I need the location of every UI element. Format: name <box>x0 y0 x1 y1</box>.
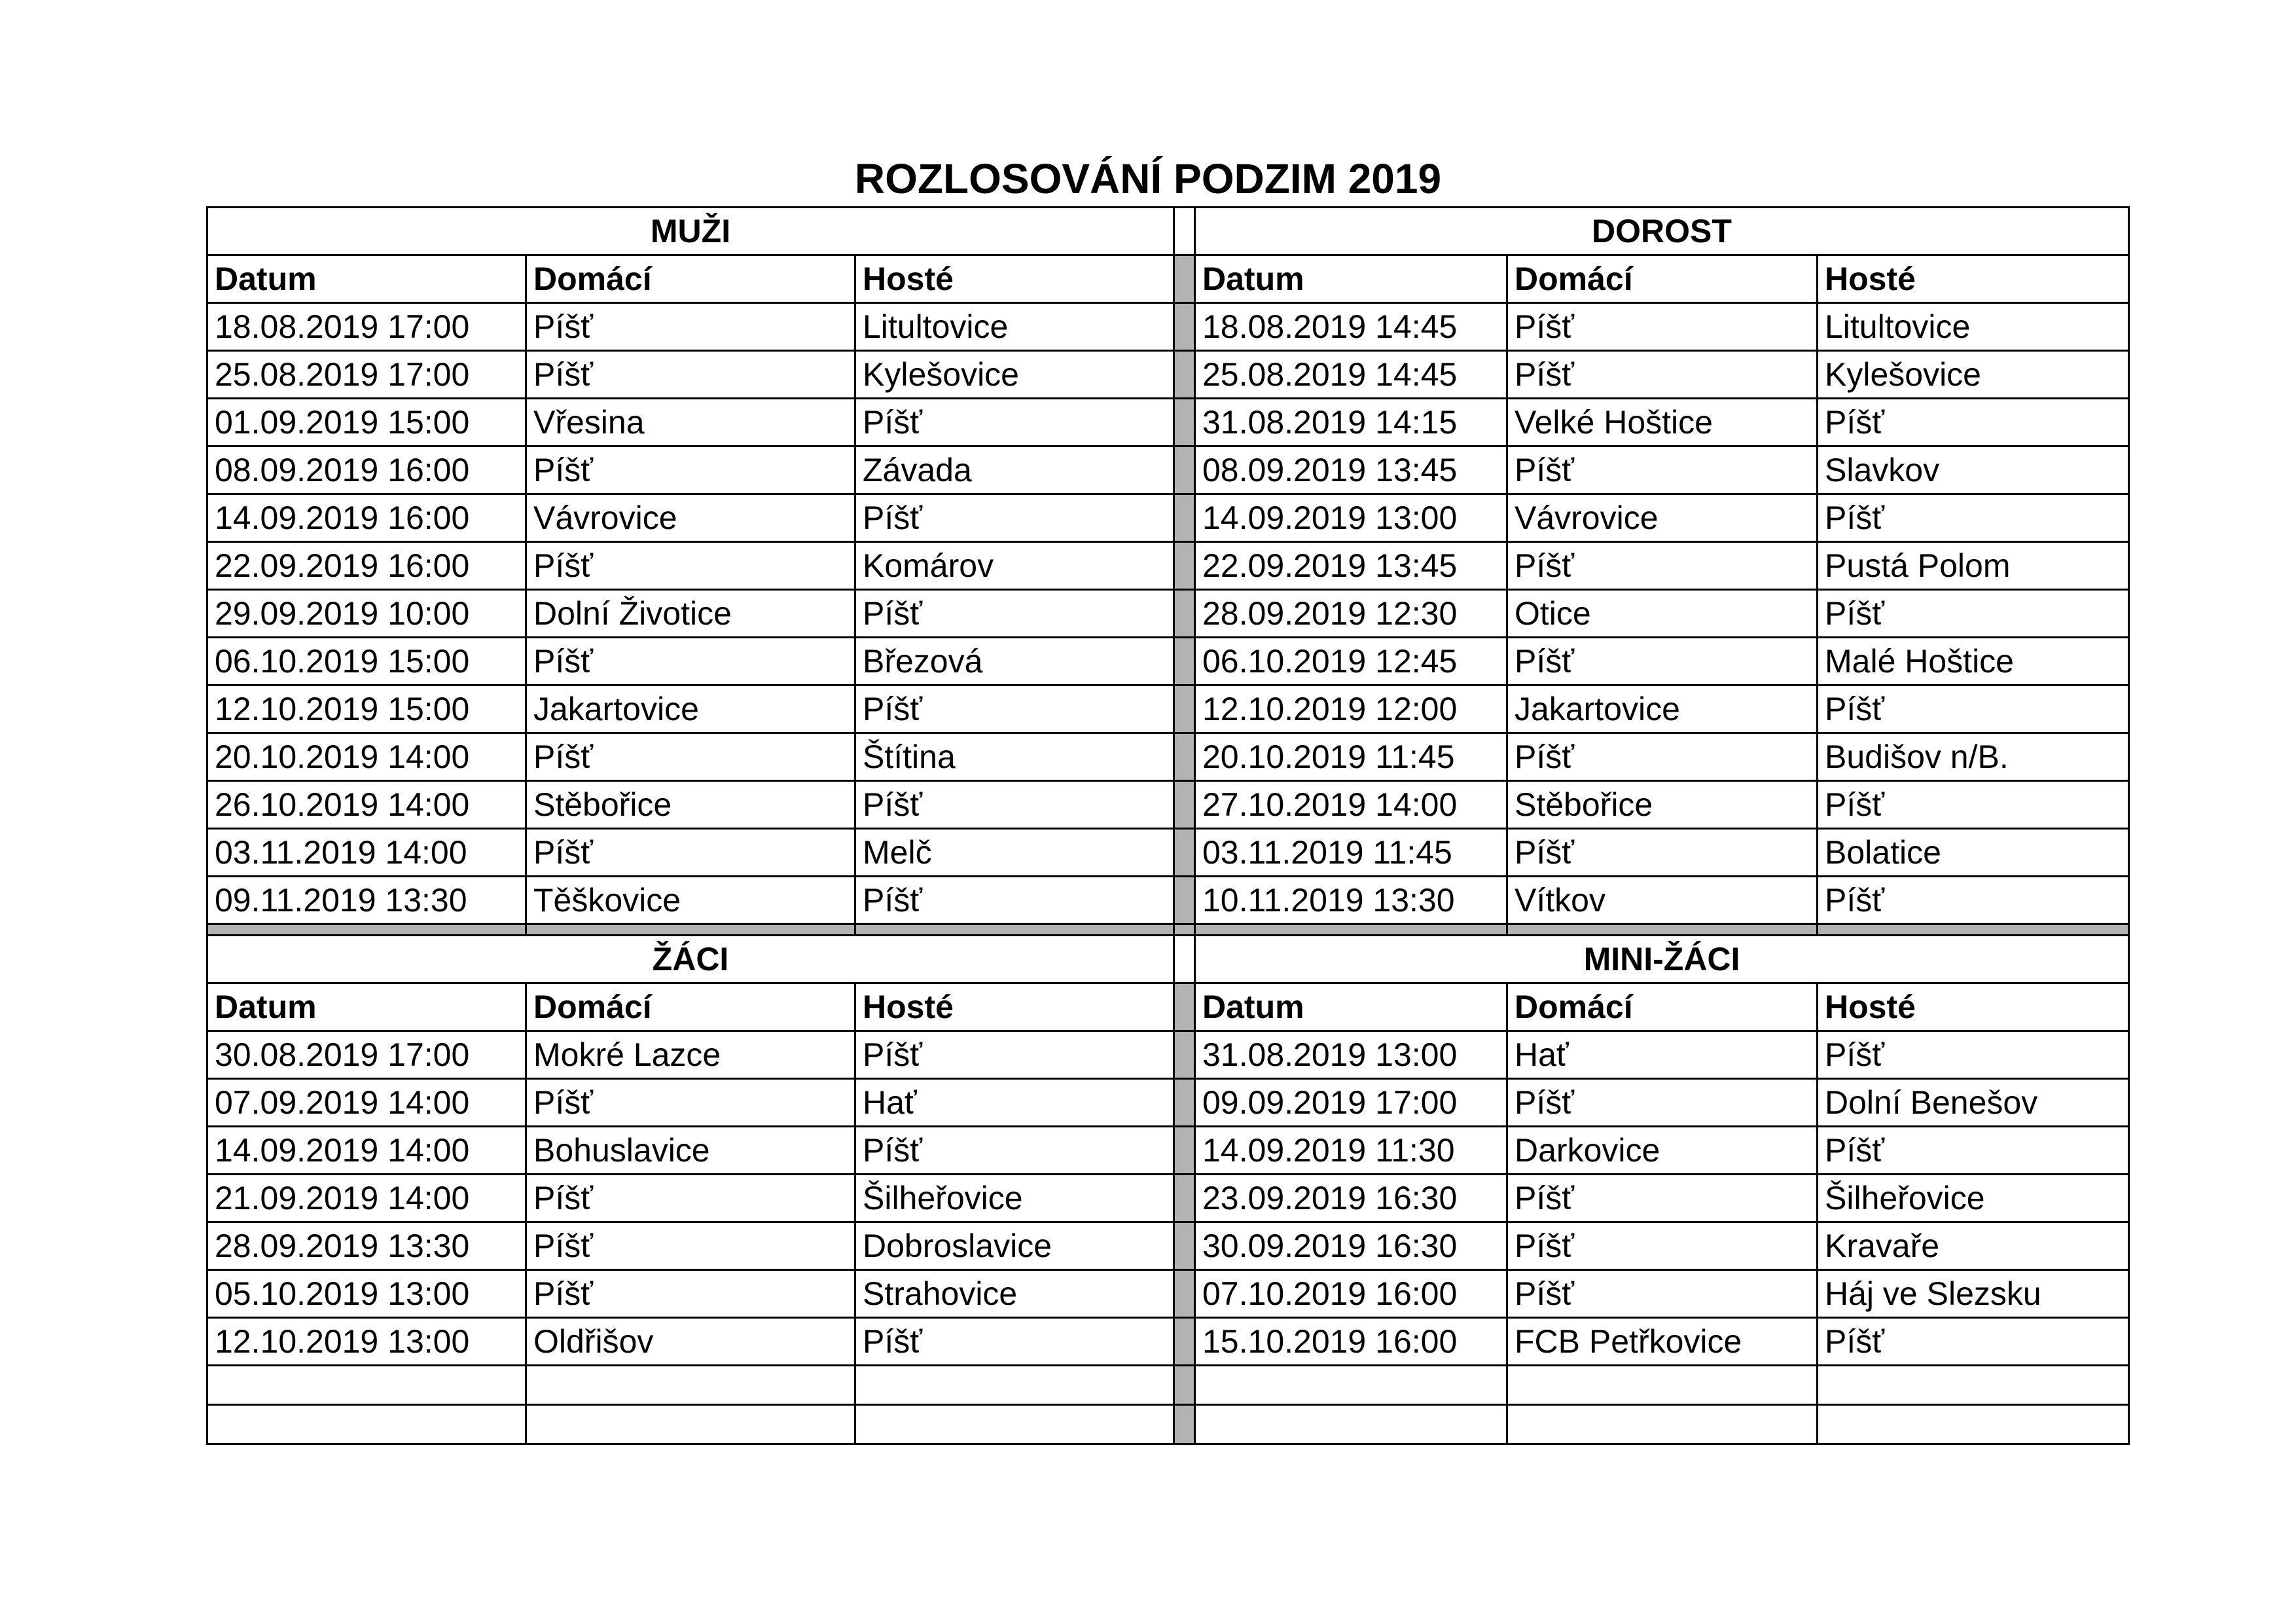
muzi-header-date: Datum <box>207 255 526 303</box>
muzi-away-cell: Píšť <box>855 399 1174 447</box>
minizaci-date-cell: 07.10.2019 16:00 <box>1195 1270 1507 1318</box>
table-row <box>207 638 2129 685</box>
column-divider <box>1174 781 1195 829</box>
dorost-home-cell: Vávrovice <box>1507 494 1818 542</box>
minizaci-date-cell: 14.09.2019 11:30 <box>1195 1127 1507 1175</box>
table-row <box>207 733 2129 781</box>
zaci-date-cell: 21.09.2019 14:00 <box>207 1175 526 1222</box>
minizaci-home-cell: Píšť <box>1507 1222 1818 1270</box>
muzi-away-cell: Závada <box>855 447 1174 494</box>
dorost-away-cell: Píšť <box>1818 590 2129 638</box>
dorost-date-cell: 14.09.2019 13:00 <box>1195 494 1507 542</box>
dorost-away-cell: Pustá Polom <box>1818 542 2129 590</box>
minizaci-home-cell: Píšť <box>1507 1270 1818 1318</box>
muzi-date-cell: 12.10.2019 15:00 <box>207 685 526 733</box>
dorost-home-cell: Píšť <box>1507 829 1818 877</box>
dorost-away-cell: Píšť <box>1818 399 2129 447</box>
column-divider <box>1174 638 1195 685</box>
zaci-home-cell: Píšť <box>526 1175 855 1222</box>
muzi-away-cell: Kylešovice <box>855 351 1174 399</box>
minizaci-date-cell: 09.09.2019 17:00 <box>1195 1079 1507 1127</box>
muzi-header-away: Hosté <box>855 255 1174 303</box>
zaci-home-cell: Píšť <box>526 1079 855 1127</box>
zaci-section-title: ŽÁCI <box>207 936 1174 983</box>
page-title: ROZLOSOVÁNÍ PODZIM 2019 <box>854 155 1442 202</box>
muzi-home-cell: Jakartovice <box>526 685 855 733</box>
zaci-date-cell: 30.08.2019 17:00 <box>207 1031 526 1079</box>
separator-cell <box>1507 924 1818 936</box>
zaci-home-cell: Oldřišov <box>526 1318 855 1366</box>
zaci-header-date: Datum <box>207 983 526 1031</box>
zaci-away-cell: Strahovice <box>855 1270 1174 1318</box>
minizaci-header-away: Hosté <box>1818 983 2129 1031</box>
column-header-row <box>207 255 2129 303</box>
muzi-home-cell: Píšť <box>526 303 855 351</box>
dorost-section-title: DOROST <box>1195 208 2129 255</box>
column-divider <box>1174 983 1195 1031</box>
muzi-date-cell: 09.11.2019 13:30 <box>207 877 526 924</box>
minizaci-away-cell <box>1818 1366 2129 1405</box>
minizaci-away-cell: Háj ve Slezsku <box>1818 1270 2129 1318</box>
table-row <box>207 1175 2129 1222</box>
dorost-away-cell: Slavkov <box>1818 447 2129 494</box>
muzi-home-cell: Píšť <box>526 733 855 781</box>
dorost-away-cell: Píšť <box>1818 494 2129 542</box>
muzi-home-cell: Píšť <box>526 829 855 877</box>
muzi-date-cell: 22.09.2019 16:00 <box>207 542 526 590</box>
dorost-date-cell: 27.10.2019 14:00 <box>1195 781 1507 829</box>
dorost-header-home: Domácí <box>1507 255 1818 303</box>
column-divider <box>1174 877 1195 924</box>
dorost-date-cell: 10.11.2019 13:30 <box>1195 877 1507 924</box>
empty-row <box>207 1366 2129 1405</box>
column-divider <box>1174 1127 1195 1175</box>
dorost-away-cell: Malé Hoštice <box>1818 638 2129 685</box>
minizaci-date-cell <box>1195 1405 1507 1444</box>
separator-cell <box>526 924 855 936</box>
section-header-row <box>207 936 2129 983</box>
minizaci-section-title: MINI-ŽÁCI <box>1195 936 2129 983</box>
muzi-date-cell: 06.10.2019 15:00 <box>207 638 526 685</box>
muzi-away-cell: Melč <box>855 829 1174 877</box>
muzi-away-cell: Píšť <box>855 877 1174 924</box>
column-divider <box>1174 255 1195 303</box>
muzi-date-cell: 20.10.2019 14:00 <box>207 733 526 781</box>
dorost-date-cell: 18.08.2019 14:45 <box>1195 303 1507 351</box>
table-row <box>207 877 2129 924</box>
muzi-away-cell: Píšť <box>855 494 1174 542</box>
zaci-away-cell: Dobroslavice <box>855 1222 1174 1270</box>
zaci-away-cell: Píšť <box>855 1318 1174 1366</box>
minizaci-away-cell <box>1818 1405 2129 1444</box>
table-row <box>207 303 2129 351</box>
dorost-date-cell: 31.08.2019 14:15 <box>1195 399 1507 447</box>
minizaci-away-cell: Píšť <box>1818 1318 2129 1366</box>
minizaci-home-cell: Píšť <box>1507 1175 1818 1222</box>
section-header-row <box>207 208 2129 255</box>
minizaci-date-cell: 31.08.2019 13:00 <box>1195 1031 1507 1079</box>
dorost-header-date: Datum <box>1195 255 1507 303</box>
minizaci-header-date: Datum <box>1195 983 1507 1031</box>
dorost-home-cell: Píšť <box>1507 638 1818 685</box>
minizaci-date-cell: 23.09.2019 16:30 <box>1195 1175 1507 1222</box>
column-divider <box>1174 542 1195 590</box>
muzi-home-cell: Píšť <box>526 447 855 494</box>
dorost-home-cell: Velké Hoštice <box>1507 399 1818 447</box>
zaci-away-cell: Hať <box>855 1079 1174 1127</box>
column-divider <box>1174 733 1195 781</box>
dorost-date-cell: 20.10.2019 11:45 <box>1195 733 1507 781</box>
table-row <box>207 829 2129 877</box>
separator-cell <box>1818 924 2129 936</box>
table-row <box>207 542 2129 590</box>
zaci-header-away: Hosté <box>855 983 1174 1031</box>
muzi-date-cell: 01.09.2019 15:00 <box>207 399 526 447</box>
muzi-away-cell: Píšť <box>855 781 1174 829</box>
dorost-home-cell: Píšť <box>1507 542 1818 590</box>
zaci-away-cell <box>855 1366 1174 1405</box>
separator-cell <box>855 924 1174 936</box>
dorost-home-cell: Otice <box>1507 590 1818 638</box>
table-row <box>207 494 2129 542</box>
muzi-date-cell: 25.08.2019 17:00 <box>207 351 526 399</box>
zaci-date-cell: 05.10.2019 13:00 <box>207 1270 526 1318</box>
zaci-home-cell <box>526 1366 855 1405</box>
column-divider <box>1174 936 1195 983</box>
muzi-away-cell: Litultovice <box>855 303 1174 351</box>
muzi-section-title: MUŽI <box>207 208 1174 255</box>
table-row <box>207 685 2129 733</box>
muzi-date-cell: 08.09.2019 16:00 <box>207 447 526 494</box>
zaci-date-cell <box>207 1366 526 1405</box>
table-row <box>207 1318 2129 1366</box>
dorost-home-cell: Píšť <box>1507 447 1818 494</box>
dorost-away-cell: Píšť <box>1818 781 2129 829</box>
zaci-home-cell: Píšť <box>526 1222 855 1270</box>
column-divider <box>1174 1405 1195 1444</box>
table-row <box>207 447 2129 494</box>
dorost-away-cell: Budišov n/B. <box>1818 733 2129 781</box>
minizaci-date-cell: 15.10.2019 16:00 <box>1195 1318 1507 1366</box>
muzi-date-cell: 14.09.2019 16:00 <box>207 494 526 542</box>
dorost-away-cell: Litultovice <box>1818 303 2129 351</box>
column-divider <box>1174 1175 1195 1222</box>
table-row <box>207 351 2129 399</box>
minizaci-date-cell <box>1195 1366 1507 1405</box>
minizaci-home-cell <box>1507 1405 1818 1444</box>
zaci-home-cell: Bohuslavice <box>526 1127 855 1175</box>
dorost-date-cell: 08.09.2019 13:45 <box>1195 447 1507 494</box>
table-row <box>207 590 2129 638</box>
dorost-header-away: Hosté <box>1818 255 2129 303</box>
minizaci-away-cell: Píšť <box>1818 1031 2129 1079</box>
dorost-away-cell: Kylešovice <box>1818 351 2129 399</box>
table-row <box>207 399 2129 447</box>
column-divider <box>1174 829 1195 877</box>
muzi-home-cell: Stěbořice <box>526 781 855 829</box>
dorost-date-cell: 06.10.2019 12:45 <box>1195 638 1507 685</box>
minizaci-away-cell: Šilheřovice <box>1818 1175 2129 1222</box>
column-divider <box>1174 1079 1195 1127</box>
muzi-home-cell: Píšť <box>526 351 855 399</box>
muzi-away-cell: Štítina <box>855 733 1174 781</box>
muzi-away-cell: Březová <box>855 638 1174 685</box>
dorost-home-cell: Píšť <box>1507 351 1818 399</box>
column-divider <box>1174 1270 1195 1318</box>
column-divider <box>1174 208 1195 255</box>
column-divider <box>1174 1031 1195 1079</box>
muzi-home-cell: Dolní Životice <box>526 590 855 638</box>
zaci-away-cell <box>855 1405 1174 1444</box>
minizaci-home-cell: FCB Petřkovice <box>1507 1318 1818 1366</box>
muzi-away-cell: Píšť <box>855 590 1174 638</box>
column-divider <box>1174 399 1195 447</box>
table-row <box>207 1270 2129 1318</box>
dorost-date-cell: 25.08.2019 14:45 <box>1195 351 1507 399</box>
muzi-date-cell: 29.09.2019 10:00 <box>207 590 526 638</box>
dorost-home-cell: Píšť <box>1507 733 1818 781</box>
column-divider <box>1174 685 1195 733</box>
zaci-date-cell: 14.09.2019 14:00 <box>207 1127 526 1175</box>
muzi-home-cell: Píšť <box>526 638 855 685</box>
zaci-date-cell: 12.10.2019 13:00 <box>207 1318 526 1366</box>
column-divider <box>1174 447 1195 494</box>
separator-cell <box>207 924 526 936</box>
separator-cell <box>1195 924 1507 936</box>
block-separator <box>207 924 2129 936</box>
minizaci-home-cell: Hať <box>1507 1031 1818 1079</box>
dorost-home-cell: Vítkov <box>1507 877 1818 924</box>
zaci-away-cell: Píšť <box>855 1031 1174 1079</box>
muzi-home-cell: Píšť <box>526 542 855 590</box>
dorost-date-cell: 12.10.2019 12:00 <box>1195 685 1507 733</box>
dorost-away-cell: Píšť <box>1818 877 2129 924</box>
dorost-home-cell: Jakartovice <box>1507 685 1818 733</box>
minizaci-home-cell: Píšť <box>1507 1079 1818 1127</box>
table-row <box>207 1127 2129 1175</box>
minizaci-away-cell: Kravaře <box>1818 1222 2129 1270</box>
zaci-home-cell: Mokré Lazce <box>526 1031 855 1079</box>
zaci-date-cell <box>207 1405 526 1444</box>
table-row <box>207 1031 2129 1079</box>
column-header-row <box>207 983 2129 1031</box>
muzi-away-cell: Komárov <box>855 542 1174 590</box>
minizaci-home-cell <box>1507 1366 1818 1405</box>
minizaci-header-home: Domácí <box>1507 983 1818 1031</box>
zaci-away-cell: Šilheřovice <box>855 1175 1174 1222</box>
separator-cell <box>1174 924 1195 936</box>
minizaci-date-cell: 30.09.2019 16:30 <box>1195 1222 1507 1270</box>
zaci-header-home: Domácí <box>526 983 855 1031</box>
muzi-home-cell: Těškovice <box>526 877 855 924</box>
dorost-date-cell: 03.11.2019 11:45 <box>1195 829 1507 877</box>
dorost-away-cell: Píšť <box>1818 685 2129 733</box>
muzi-date-cell: 26.10.2019 14:00 <box>207 781 526 829</box>
column-divider <box>1174 494 1195 542</box>
column-divider <box>1174 1222 1195 1270</box>
minizaci-home-cell: Darkovice <box>1507 1127 1818 1175</box>
dorost-date-cell: 28.09.2019 12:30 <box>1195 590 1507 638</box>
column-divider <box>1174 351 1195 399</box>
muzi-date-cell: 03.11.2019 14:00 <box>207 829 526 877</box>
muzi-header-home: Domácí <box>526 255 855 303</box>
dorost-away-cell: Bolatice <box>1818 829 2129 877</box>
minizaci-away-cell: Píšť <box>1818 1127 2129 1175</box>
zaci-home-cell: Píšť <box>526 1270 855 1318</box>
schedule-table <box>206 206 2130 1445</box>
dorost-home-cell: Píšť <box>1507 303 1818 351</box>
zaci-date-cell: 07.09.2019 14:00 <box>207 1079 526 1127</box>
muzi-date-cell: 18.08.2019 17:00 <box>207 303 526 351</box>
column-divider <box>1174 303 1195 351</box>
column-divider <box>1174 590 1195 638</box>
minizaci-away-cell: Dolní Benešov <box>1818 1079 2129 1127</box>
dorost-home-cell: Stěbořice <box>1507 781 1818 829</box>
column-divider <box>1174 1318 1195 1366</box>
zaci-home-cell <box>526 1405 855 1444</box>
zaci-date-cell: 28.09.2019 13:30 <box>207 1222 526 1270</box>
muzi-home-cell: Vávrovice <box>526 494 855 542</box>
table-row <box>207 1222 2129 1270</box>
muzi-away-cell: Píšť <box>855 685 1174 733</box>
dorost-date-cell: 22.09.2019 13:45 <box>1195 542 1507 590</box>
table-row <box>207 1079 2129 1127</box>
empty-row <box>207 1405 2129 1444</box>
table-row <box>207 781 2129 829</box>
column-divider <box>1174 1366 1195 1405</box>
muzi-home-cell: Vřesina <box>526 399 855 447</box>
zaci-away-cell: Píšť <box>855 1127 1174 1175</box>
